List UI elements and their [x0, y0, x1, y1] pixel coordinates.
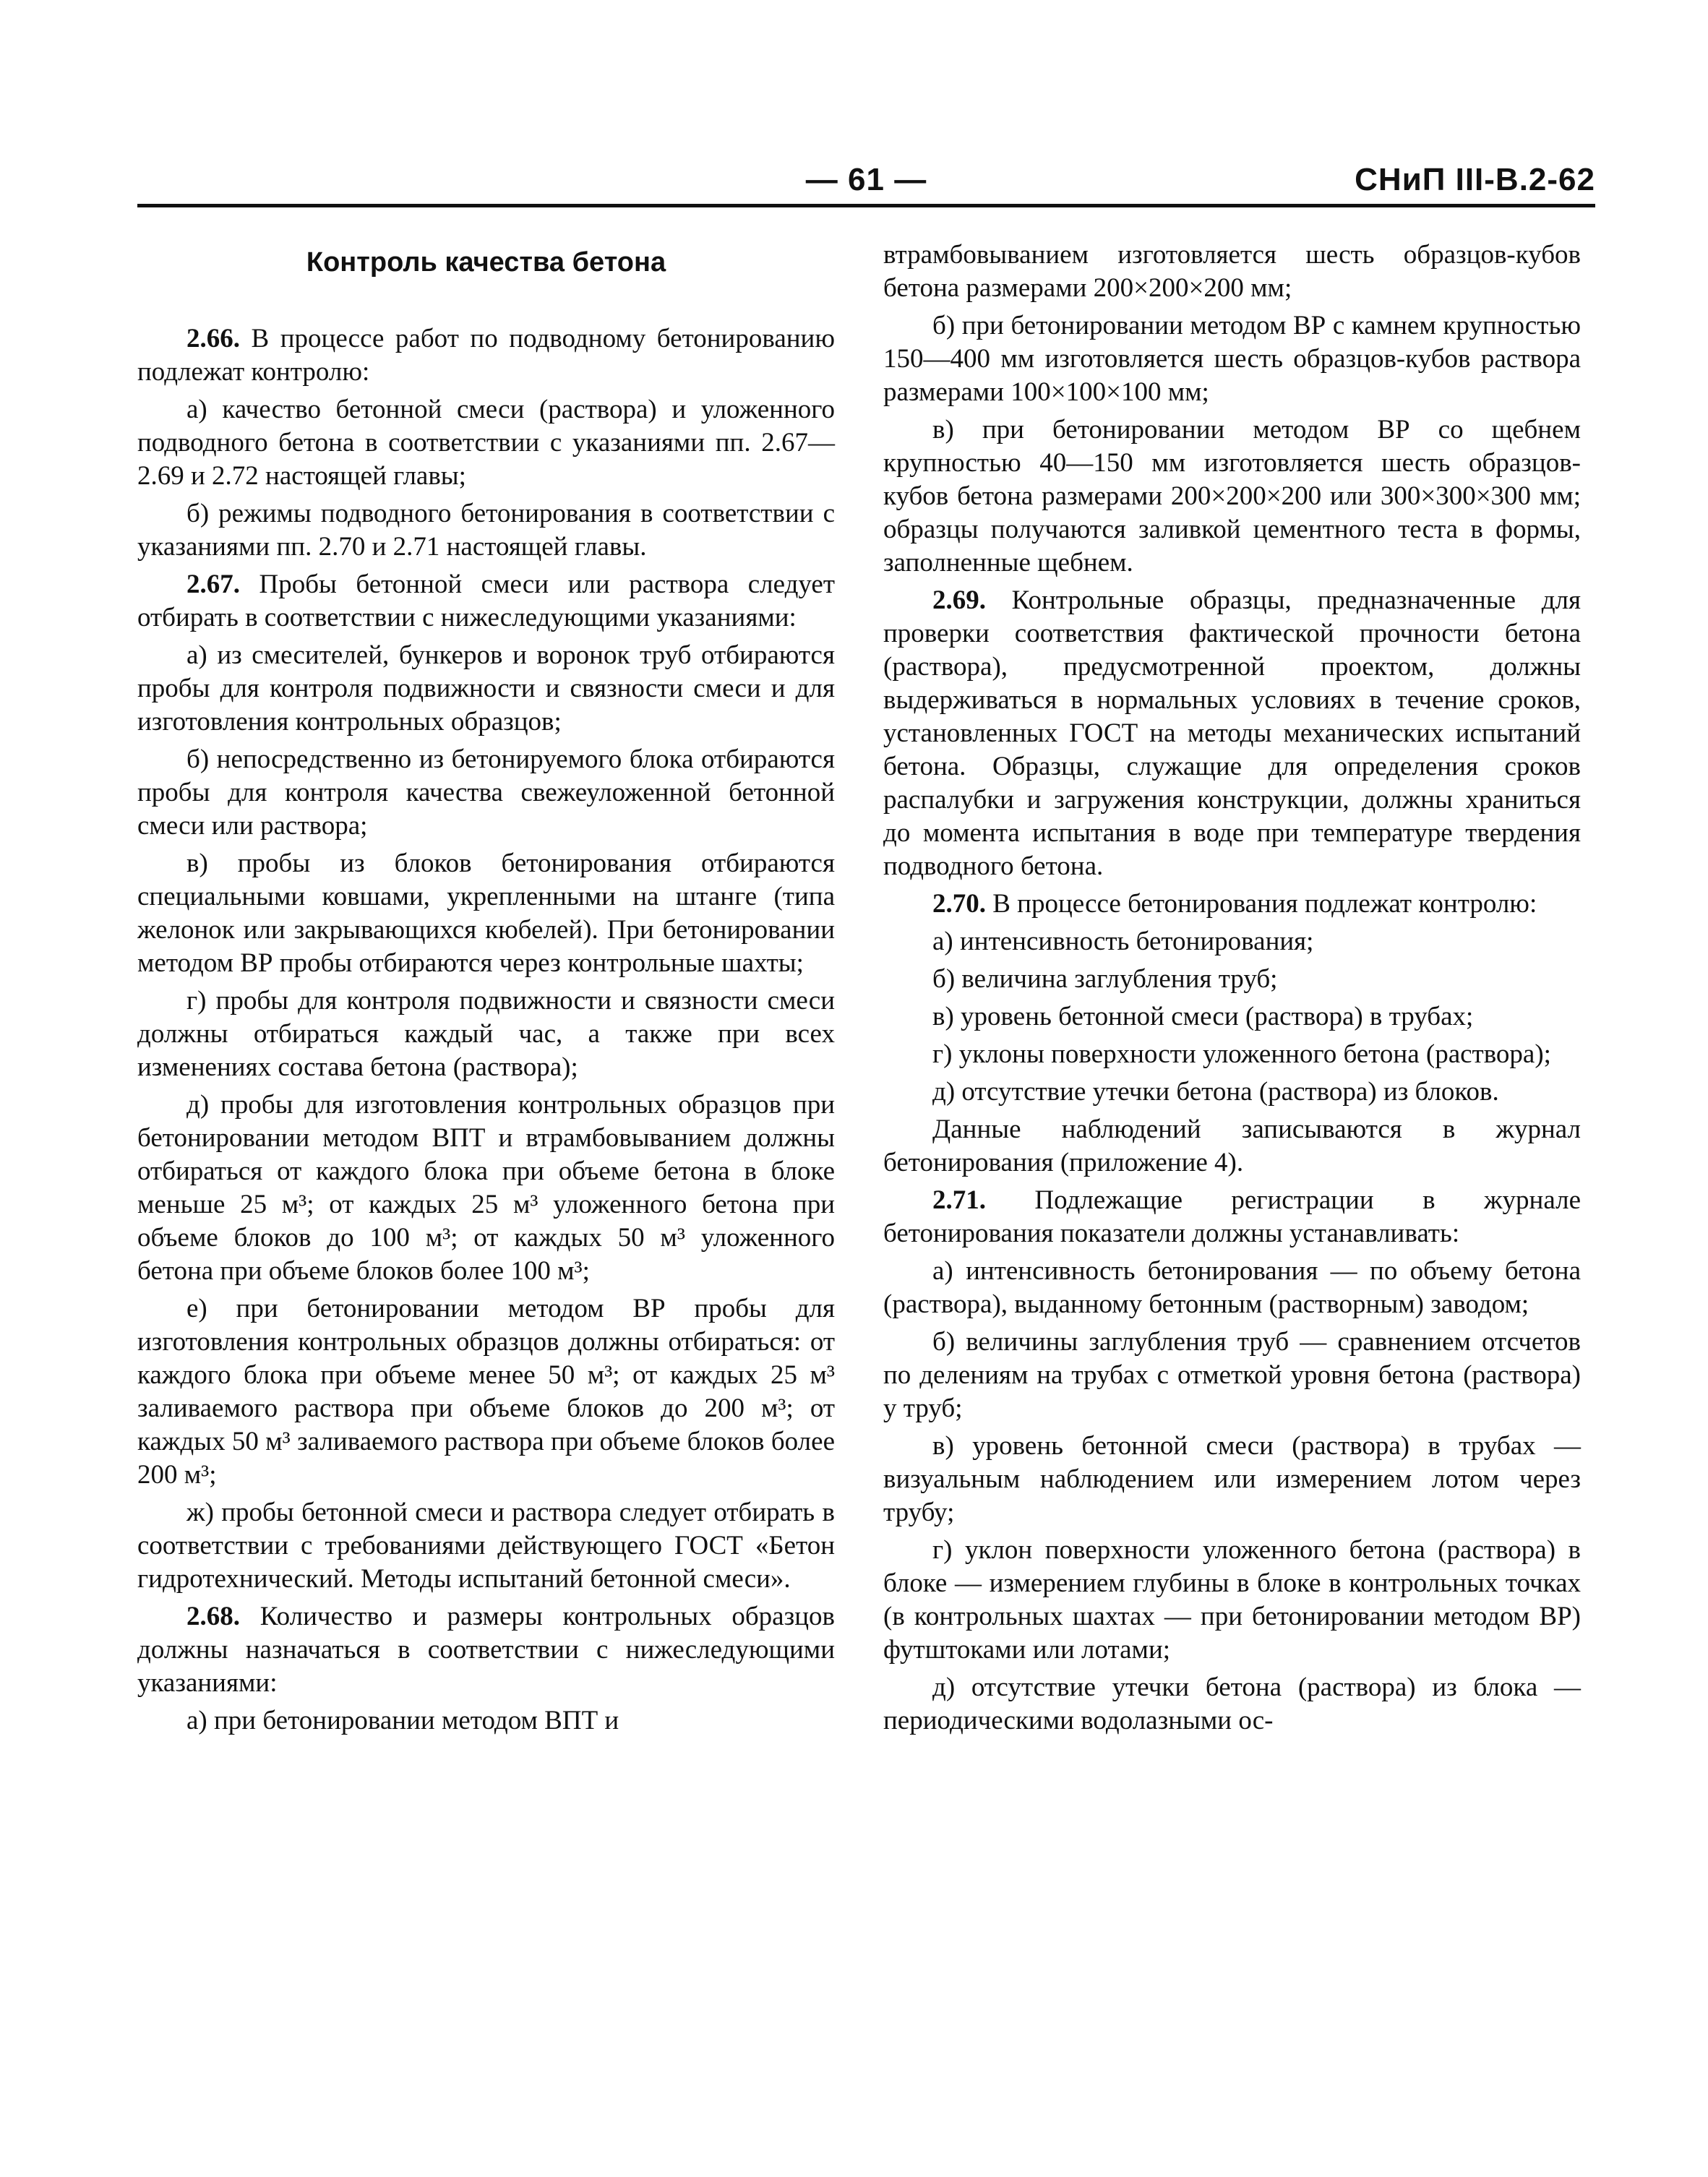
- paragraph: [883, 1113, 1581, 1180]
- paragraph: [883, 1534, 1581, 1667]
- paragraph-text: ж) пробы бетонной смеси и раствора следует отбирать в соответствии с требованиями действующего ГОСТ «Бетон гидротехнический. Методы испытаний бетонной смеси».: [137, 1498, 835, 1594]
- header-rule: [137, 204, 1595, 207]
- clause-paragraph: [137, 568, 835, 635]
- paragraph: [137, 1496, 835, 1596]
- paragraph: [883, 1255, 1581, 1321]
- paragraph: [137, 393, 835, 493]
- paragraph-text: Подлежащие регистрации в журнале бетонирования показатели должны устанавливать:: [883, 1185, 1581, 1248]
- paragraph: [137, 497, 835, 564]
- paragraph-text: а) из смесителей, бункеров и воронок труб отбираются пробы для контроля подвижности и связности смеси и для изготовления контрольных образцов;: [137, 640, 835, 737]
- paragraph-text: Пробы бетонной смеси или раствора следует отбирать в соответствии с нижеследующими указаниями:: [137, 570, 835, 632]
- left-column: [137, 239, 835, 1742]
- page-header: [137, 150, 1595, 201]
- paragraph-text: а) качество бетонной смеси (раствора) и уложенного подводного бетона в соответствии с указаниями пп. 2.67—2.69 и 2.72 настоящей главы;: [137, 395, 835, 491]
- paragraph: [137, 1292, 835, 1492]
- paragraph: [137, 984, 835, 1084]
- paragraph-text: б) величина заглубления труб;: [932, 964, 1278, 994]
- clause-paragraph: [137, 1600, 835, 1700]
- paragraph: [137, 1088, 835, 1288]
- paragraph-text: д) пробы для изготовления контрольных образцов при бетонировании методом ВПТ и втрамбовыванием должны отбираться от каждого блока при объеме бетона в блоке меньше 25 м³; от каждых 25 м³ уложенного бетона при объеме блоков до 100 м³; от каждых 50 м³ уложенного бетона при объеме блоков более 100 м³;: [137, 1090, 835, 1286]
- paragraph: [883, 1430, 1581, 1529]
- paragraph: [883, 1038, 1581, 1071]
- paragraph-text: В процессе работ по подводному бетонированию подлежат контролю:: [137, 324, 835, 387]
- paragraph: [883, 963, 1581, 996]
- paragraph-text: втрамбовыванием изготовляется шесть образцов-кубов бетона размерами 200×200×200 мм;: [883, 240, 1581, 303]
- paragraph: [883, 1671, 1581, 1738]
- paragraph: [883, 309, 1581, 409]
- paragraph: [883, 1075, 1581, 1109]
- clause-number: 2.69.: [932, 585, 986, 615]
- clause-number: 2.71.: [932, 1185, 986, 1215]
- paragraph: [137, 639, 835, 739]
- clause-paragraph: [883, 888, 1581, 921]
- paragraph-text: В процессе бетонирования подлежат контролю:: [986, 889, 1537, 919]
- paragraph-text: д) отсутствие утечки бетона (раствора) из блоков.: [932, 1077, 1499, 1107]
- clause-number: 2.66.: [186, 324, 240, 353]
- clause-paragraph: [883, 584, 1581, 883]
- paragraph-text: в) уровень бетонной смеси (раствора) в трубах — визуальным наблюдением или измерением лотом через трубу;: [883, 1431, 1581, 1527]
- right-column: [883, 239, 1581, 1742]
- paragraph-text: е) при бетонировании методом ВР пробы для изготовления контрольных образцов должны отбираться: от каждого блока при объеме менее 50 м³; от каждых 25 м³ заливаемого раствора при объеме блоков до 200 м³; от каждых 50 м³ заливаемого раствора при объеме блоков более 200 м³;: [137, 1294, 835, 1490]
- clause-number: 2.70.: [932, 889, 986, 919]
- paragraph-text: б) режимы подводного бетонирования в соответствии с указаниями пп. 2.70 и 2.71 настоящей главы.: [137, 499, 835, 562]
- paragraph: [883, 239, 1581, 305]
- paragraph-text: Данные наблюдений записываются в журнал бетонирования (приложение 4).: [883, 1115, 1581, 1177]
- clause-number: 2.67.: [186, 570, 240, 599]
- paragraph-text: б) непосредственно из бетонируемого блока отбираются пробы для контроля качества свежеуложенной бетонной смеси или раствора;: [137, 744, 835, 841]
- clause-paragraph: [883, 1184, 1581, 1250]
- paragraph: [883, 1326, 1581, 1425]
- paragraph-text: а) интенсивность бетонирования;: [932, 927, 1314, 956]
- paragraph-text: б) величины заглубления труб — сравнением отсчетов по делениям на трубах с отметкой уровня бетона (раствора) у труб;: [883, 1327, 1581, 1423]
- paragraph-text: в) при бетонировании методом ВР со щебнем крупностью 40—150 мм изготовляется шесть образцов-кубов бетона размерами 200×200×200 или 300×300×300 мм; образцы получаются заливкой цементного теста в формы, заполненные щебнем.: [883, 415, 1581, 577]
- paragraph: [883, 1000, 1581, 1034]
- clause-paragraph: [137, 322, 835, 389]
- paragraph: [883, 413, 1581, 580]
- paragraph-text: Контрольные образцы, предназначенные для проверки соответствия фактической прочности бетона (раствора), предусмотренной проектом, должны выдерживаться в нормальных условиях в течение сроков, установленных ГОСТ на методы механических испытаний бетона. Образцы, служащие для определения сроков распалубки и загружения конструкции, должны храниться до момента испытания в воде при температуре твердения подводного бетона.: [883, 585, 1581, 881]
- paragraph-text: а) при бетонировании методом ВПТ и: [186, 1706, 619, 1735]
- paragraph: [137, 743, 835, 843]
- paragraph-text: д) отсутствие утечки бетона (раствора) из блока — периодическими водолазными ос-: [883, 1673, 1581, 1735]
- document-code: СНиП III-B.2-62: [1355, 162, 1595, 197]
- paragraph-text: Количество и размеры контрольных образцов должны назначаться в соответствии с нижеследующими указаниями:: [137, 1602, 835, 1698]
- clause-number: 2.68.: [186, 1602, 240, 1631]
- paragraph-text: г) уклоны поверхности уложенного бетона (раствора);: [932, 1039, 1551, 1069]
- paragraph-text: г) пробы для контроля подвижности и связности смеси должны отбираться каждый час, а также при всех изменениях состава бетона (раствора);: [137, 986, 835, 1082]
- paragraph: [137, 1704, 835, 1738]
- paragraph-text: б) при бетонировании методом ВР с камнем крупностью 150—400 мм изготовляется шесть образцов-кубов раствора размерами 100×100×100 мм;: [883, 311, 1581, 407]
- paragraph: [883, 925, 1581, 958]
- paragraph-text: а) интенсивность бетонирования — по объему бетона (раствора), выданному бетонным (растворным) заводом;: [883, 1256, 1581, 1319]
- page-number: — 61 —: [805, 162, 927, 197]
- paragraph-text: г) уклон поверхности уложенного бетона (раствора) в блоке — измерением глубины в блоке в контрольных точках (в контрольных шахтах — при бетонировании методом ВР) футштоками или лотами;: [883, 1535, 1581, 1665]
- paragraph-text: в) уровень бетонной смеси (раствора) в трубах;: [932, 1002, 1474, 1031]
- paragraph: [137, 847, 835, 980]
- paragraph-text: в) пробы из блоков бетонирования отбираются специальными ковшами, укрепленными на штанге (типа желонок или закрывающихся кюбелей). При бетонировании методом ВР пробы отбираются через контрольные шахты;: [137, 849, 835, 978]
- section-title: Контроль качества бетона: [306, 247, 666, 278]
